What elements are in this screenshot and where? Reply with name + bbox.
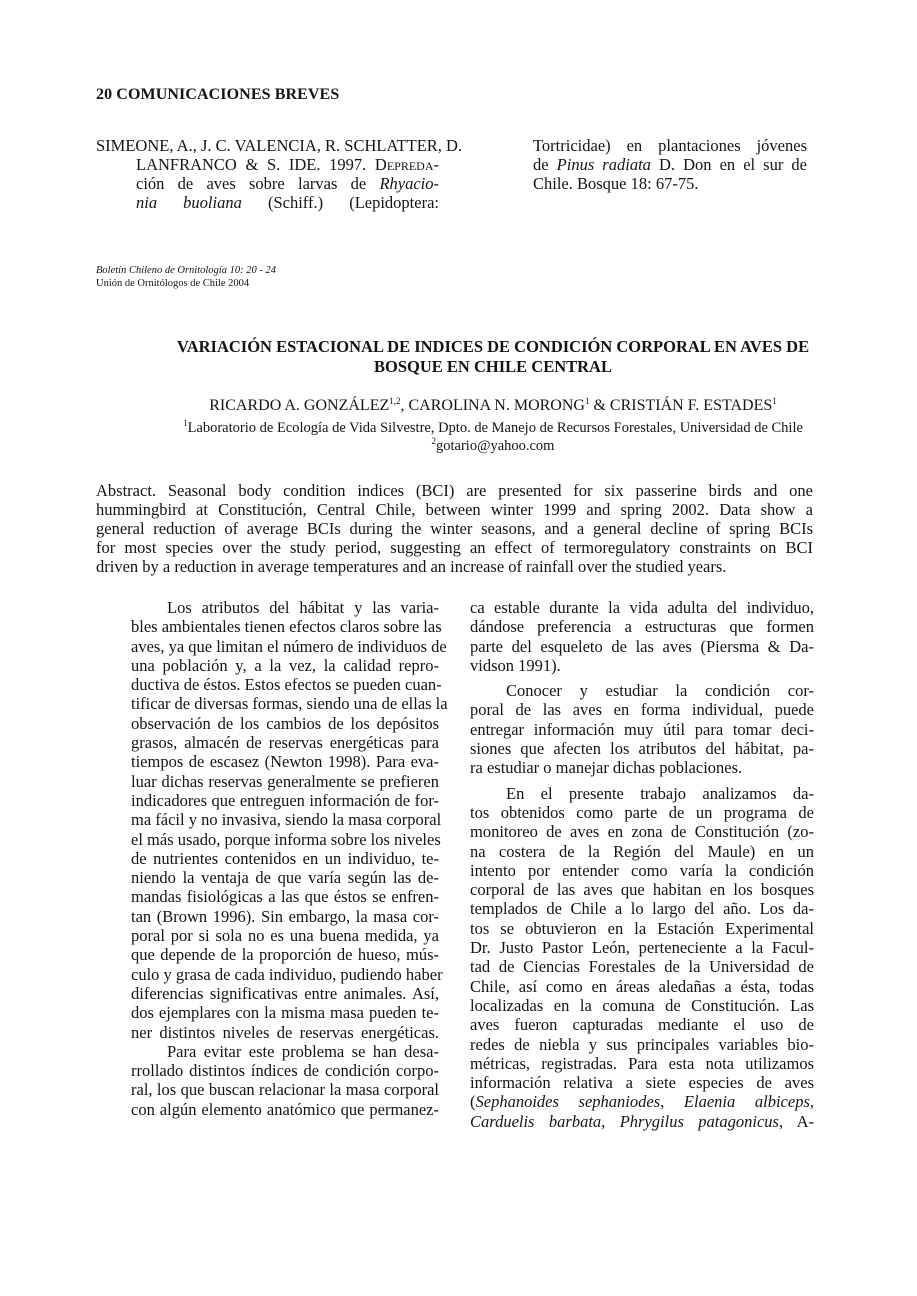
body-line: métricas, registradas. Para esta nota utilizamos <box>470 1053 814 1073</box>
reference-line <box>96 155 439 174</box>
author-separator: & <box>589 397 610 414</box>
body-line: localizadas en la comuna de Constitución. Las <box>470 995 814 1015</box>
body-paragraph <box>131 598 448 1042</box>
body-line: mandas fisiológicas a las que éstos se enfren- <box>131 887 439 907</box>
journal-publisher: Unión de Ornitólogos de Chile 2004 <box>96 278 250 289</box>
body-line: diferencias significativas entre animales. Así, <box>131 983 439 1003</box>
body-line: Los atributos del hábitat y las varia- <box>167 598 439 617</box>
body-line: ma fácil y no invasiva, siendo la masa corporal <box>131 810 442 830</box>
affiliation-line <box>96 419 890 437</box>
body-line: tan (Brown 1996). Sin embargo, la masa cor- <box>131 906 439 926</box>
body-line: templados de Chile a lo largo del año. Los da- <box>470 899 814 919</box>
body-line: indicadores que entreguen información de for- <box>131 790 439 810</box>
body-left-column <box>131 598 448 1119</box>
body-line: niendo la ventaja de que varía según las de- <box>131 868 439 888</box>
author-name: RICARDO A. GONZÁLEZ <box>209 397 390 414</box>
body-line: parte del esqueleto de las aves (Piersma & Da- <box>470 636 814 656</box>
author-separator: , <box>400 397 409 414</box>
body-line: Conocer y estudiar la condición cor- <box>506 681 814 701</box>
journal-info <box>96 264 276 290</box>
author-affiliation-marker: 1 <box>584 396 590 406</box>
abstract-line: general reduction of average BCIs during the winter seasons, and a general decline of spring BCIs <box>96 519 813 538</box>
author-affiliation-marker: 1,2 <box>389 396 401 406</box>
affiliation-marker: 1 <box>183 418 188 428</box>
body-line: aves fueron capturadas mediante el uso de <box>470 1015 814 1035</box>
reference-line-text: LANFRANCO & S. IDE. 1997. Depreda- <box>136 155 439 174</box>
abstract-line: driven by a reduction in average temperatures and an increase of rainfall over the studied years. <box>96 557 727 576</box>
article-title-line: BOSQUE EN CHILE CENTRAL <box>374 357 612 376</box>
reference-line: de Pinus radiata D. Don en el sur de <box>533 155 807 174</box>
body-line: vidson 1991). <box>470 655 561 675</box>
abstract-line: for most species over the study period, suggesting an effect of termoregulatory constraints on BCI <box>96 538 813 557</box>
reference-line <box>96 193 439 212</box>
body-line: na costera de la Región del Maule) en un <box>470 841 814 861</box>
body-line: observación de los cambios de los depósitos <box>131 713 439 733</box>
reference-line-text: ción de aves sobre larvas de Rhyacio- <box>136 174 439 193</box>
body-line: Chile, así como en áreas aledañas a ésta, todas <box>470 976 814 996</box>
body-line: ra estudiar o manejar dichas poblaciones. <box>470 758 743 778</box>
body-line: grasos, almacén de reservas energéticas para <box>131 733 439 753</box>
reference-left-column <box>96 136 463 212</box>
body-line: ductiva de éstos. Estos efectos se pueden cuan- <box>131 675 442 695</box>
body-line: monitoreo de aves en zona de Constitución (zo- <box>470 822 814 842</box>
reference-line: SIMEONE, A., J. C. VALENCIA, R. SCHLATTER, D. <box>96 136 463 155</box>
abstract-line: hummingbird at Constitución, Central Chile, between winter 1999 and spring 2002. Data show a <box>96 500 813 519</box>
author-name: CAROLINA N. MORONG <box>408 397 585 414</box>
body-line: Carduelis barbata, Phrygilus patagonicus, A- <box>470 1111 814 1131</box>
body-line: rrollado distintos índices de condición corpo- <box>131 1061 439 1081</box>
body-line: con algún elemento anatómico que permanez- <box>131 1099 439 1119</box>
body-paragraph <box>470 784 814 1131</box>
journal-citation: Boletín Chileno de Ornitología 10: 20 - 24 <box>96 265 276 276</box>
body-line: culo y grasa de cada individuo, pudiendo haber <box>131 964 443 984</box>
body-line: En el presente trabajo analizamos da- <box>506 783 814 803</box>
running-header: 20 COMUNICACIONES BREVES <box>96 86 340 103</box>
body-line: el más usado, porque informa sobre los niveles <box>131 829 441 849</box>
body-line: dos ejemplares con la misma masa pueden te- <box>131 1003 439 1023</box>
reference-line <box>96 174 439 193</box>
body-line: tad de Ciencias Forestales de la Universidad de <box>470 957 814 977</box>
reference-line: Chile. Bosque 18: 67-75. <box>533 174 699 193</box>
body-line: tos se obtuvieron en la Estación Experimental <box>470 918 814 938</box>
reference-line-text: nia buoliana (Schiff.) (Lepidoptera: <box>136 193 439 212</box>
abstract-line: Abstract. Seasonal body condition indices (BCI) are presented for six passerine birds and one <box>96 481 813 500</box>
body-line: tificar de diversas formas, siendo una de ellas la <box>131 694 448 714</box>
abstract <box>96 481 813 576</box>
body-line: ner distintos niveles de reservas energéticas. <box>131 1022 439 1042</box>
body-line: aves, ya que limitan el número de individuos de <box>131 636 447 656</box>
author-list <box>96 397 890 415</box>
body-line: (Sephanoides sephaniodes, Elaenia albiceps, <box>470 1092 815 1112</box>
body-line: poral de las aves en forma individual, puede <box>470 700 814 720</box>
body-paragraph <box>470 598 814 675</box>
body-line: redes de niebla y sus principales variables bio- <box>470 1034 814 1054</box>
body-right-column <box>470 598 814 1131</box>
body-line: información relativa a siete especies de aves <box>470 1073 814 1093</box>
body-line: entregar información muy útil para tomar deci- <box>470 719 814 739</box>
affiliation-line <box>96 437 890 455</box>
body-line: que depende de la proporción de hueso, mús- <box>131 945 439 965</box>
body-line: Dr. Justo Pastor León, perteneciente a la Facul- <box>470 938 814 958</box>
body-line: ca estable durante la vida adulta del individuo, <box>470 598 814 617</box>
body-line: de nutrientes contenidos en un individuo, te- <box>131 848 439 868</box>
affiliation-block <box>96 419 890 455</box>
body-line: corporal de las aves que habitan en los bosques <box>470 880 814 900</box>
body-line: intento por entender como varía la condición <box>470 860 814 880</box>
article-title-line: VARIACIÓN ESTACIONAL DE INDICES DE CONDICIÓN CORPORAL EN AVES DE <box>176 337 810 356</box>
body-line: tiempos de escasez (Newton 1998). Para eva- <box>131 752 439 772</box>
body-line: dándose preferencia a estructuras que formen <box>470 617 814 637</box>
body-line: poral por si sola no es una buena medida, ya <box>131 926 439 946</box>
body-paragraph <box>470 681 814 777</box>
body-paragraph <box>131 1042 439 1119</box>
contact-email: gotario@yahoo.com <box>436 438 555 454</box>
body-line: luar dichas reservas generalmente se prefieren <box>131 771 439 791</box>
body-line: una población y, a la vez, la calidad repro- <box>131 655 439 675</box>
author-affiliation-marker: 1 <box>772 396 777 406</box>
affiliation-marker: 2 <box>431 436 437 446</box>
reference-line: Tortricidae) en plantaciones jóvenes <box>533 136 807 155</box>
body-line: tos obtenidos como parte de un programa de <box>470 802 814 822</box>
reference-right-column <box>533 136 807 193</box>
body-line: siones que afecten los atributos del hábitat, pa- <box>470 739 814 759</box>
body-line: ral, los que buscan relacionar la masa corporal <box>131 1080 439 1100</box>
affiliation-text: Laboratorio de Ecología de Vida Silvestre, Dpto. de Manejo de Recursos Forestales, Universidad de Chile <box>187 420 803 436</box>
article-title <box>96 337 890 377</box>
author-name: CRISTIÁN F. ESTADES <box>609 397 773 414</box>
body-line: bles ambientales tienen efectos claros sobre las <box>131 617 442 637</box>
body-line: Para evitar este problema se han desa- <box>167 1041 439 1061</box>
